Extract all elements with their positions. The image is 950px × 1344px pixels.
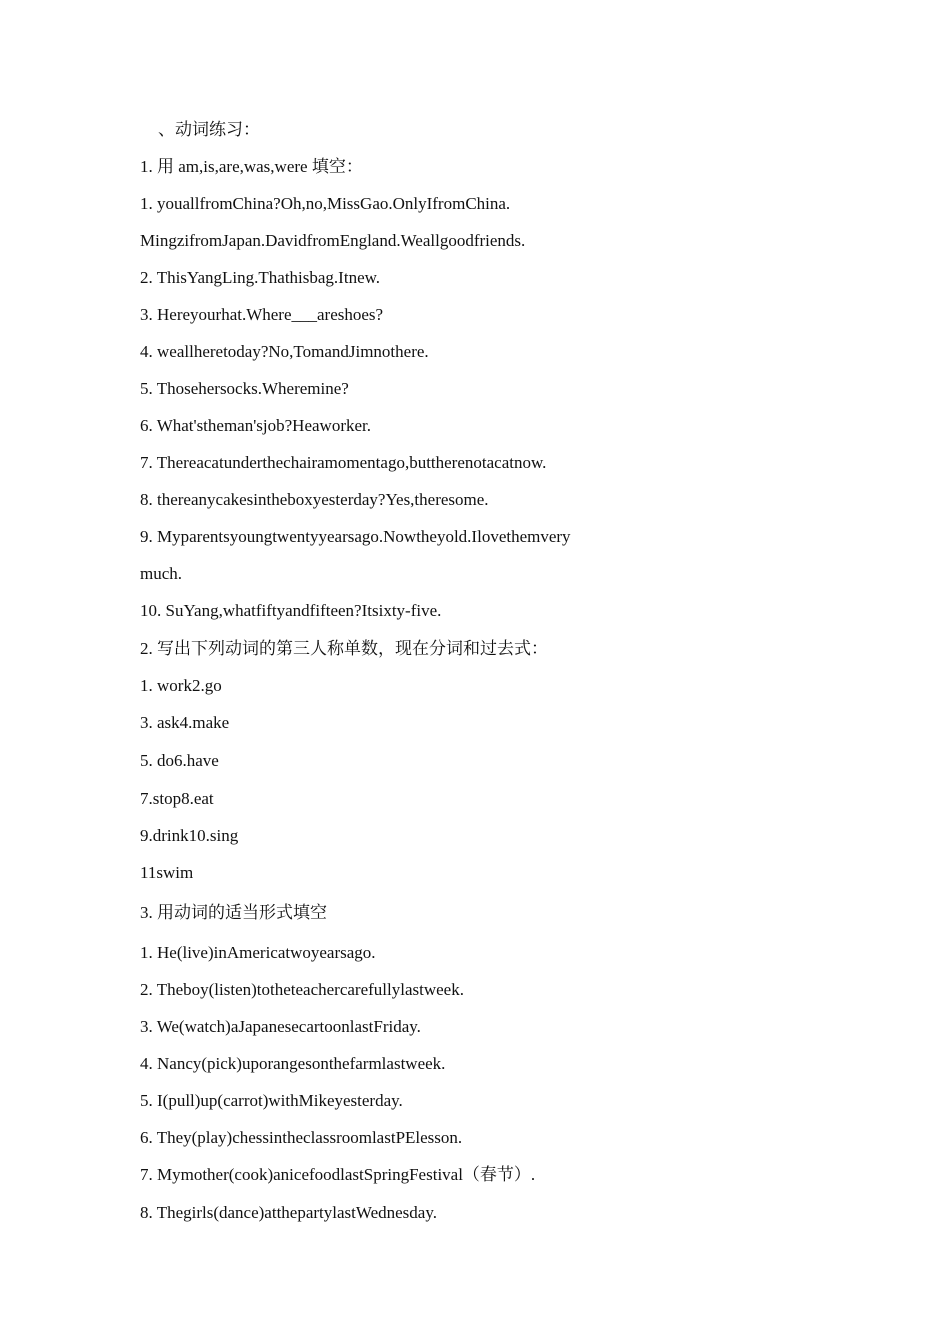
exercise-line: 8. thereanycakesintheboxyesterday?Yes,theresome. [140, 490, 489, 509]
exercise-line: much. [140, 564, 183, 583]
exercise-line: 9. Myparentsyoungtwentyyearsago.Nowtheyold.Ilovethemvery [140, 527, 571, 546]
exercise-line: 4. Nancy(pick)uporangesonthefarmlastweek. [140, 1054, 446, 1073]
exercise-line: 10. SuYang,whatfiftyandfifteen?Itsixty-five. [140, 601, 442, 620]
exercise-line: 7.stop8.eat [140, 789, 214, 808]
exercise-line: 1. work2.go [140, 676, 222, 695]
exercise-line: 6. They(play)chessintheclassroomlastPElesson. [140, 1128, 463, 1147]
exercise-line: 3. Hereyourhat.Where___areshoes? [140, 305, 384, 324]
exercise-line: 1. youallfromChina?Oh,no,MissGao.OnlyIfromChina. [140, 194, 511, 213]
exercise-line: 7. Mymother(cook)anicefoodlastSpringFestival（春节）. [140, 1165, 536, 1184]
exercise-1-heading: 1. 用 am,is,are,was,were 填空： [140, 157, 363, 176]
exercise-line: 8. Thegirls(dance)atthepartylastWednesday. [140, 1203, 437, 1222]
exercise-line: 7. Thereacatunderthechairamomentago,buttherenotacatnow. [140, 453, 547, 472]
exercise-line: 4. weallheretoday?No,TomandJimnothere. [140, 342, 429, 361]
exercise-line: 1. He(live)inAmericatwoyearsago. [140, 943, 376, 962]
exercise-line: 5. I(pull)up(carrot)withMikeyesterday. [140, 1091, 403, 1110]
exercise-line: 5. do6.have [140, 751, 219, 770]
section-heading-verb-practice: 、动词练习： [158, 120, 260, 139]
exercise-line: MingzifromJapan.DavidfromEngland.Weallgoodfriends. [140, 231, 526, 250]
exercise-line: 5. Thosehersocks.Wheremine? [140, 379, 349, 398]
exercise-3-heading: 3. 用动词的适当形式填空 [140, 903, 327, 922]
exercise-line: 3. We(watch)aJapanesecartoonlastFriday. [140, 1017, 421, 1036]
exercise-line: 11swim [140, 863, 194, 882]
exercise-line: 9.drink10.sing [140, 826, 239, 845]
exercise-line: 2. ThisYangLing.Thathisbag.Itnew. [140, 268, 381, 287]
exercise-line: 3. ask4.make [140, 713, 230, 732]
exercise-line: 6. What'stheman'sjob?Heaworker. [140, 416, 371, 435]
exercise-line: 2. Theboy(listen)totheteachercarefullylastweek. [140, 980, 464, 999]
exercise-2-heading: 2. 写出下列动词的第三人称单数，现在分词和过去式： [140, 639, 548, 658]
